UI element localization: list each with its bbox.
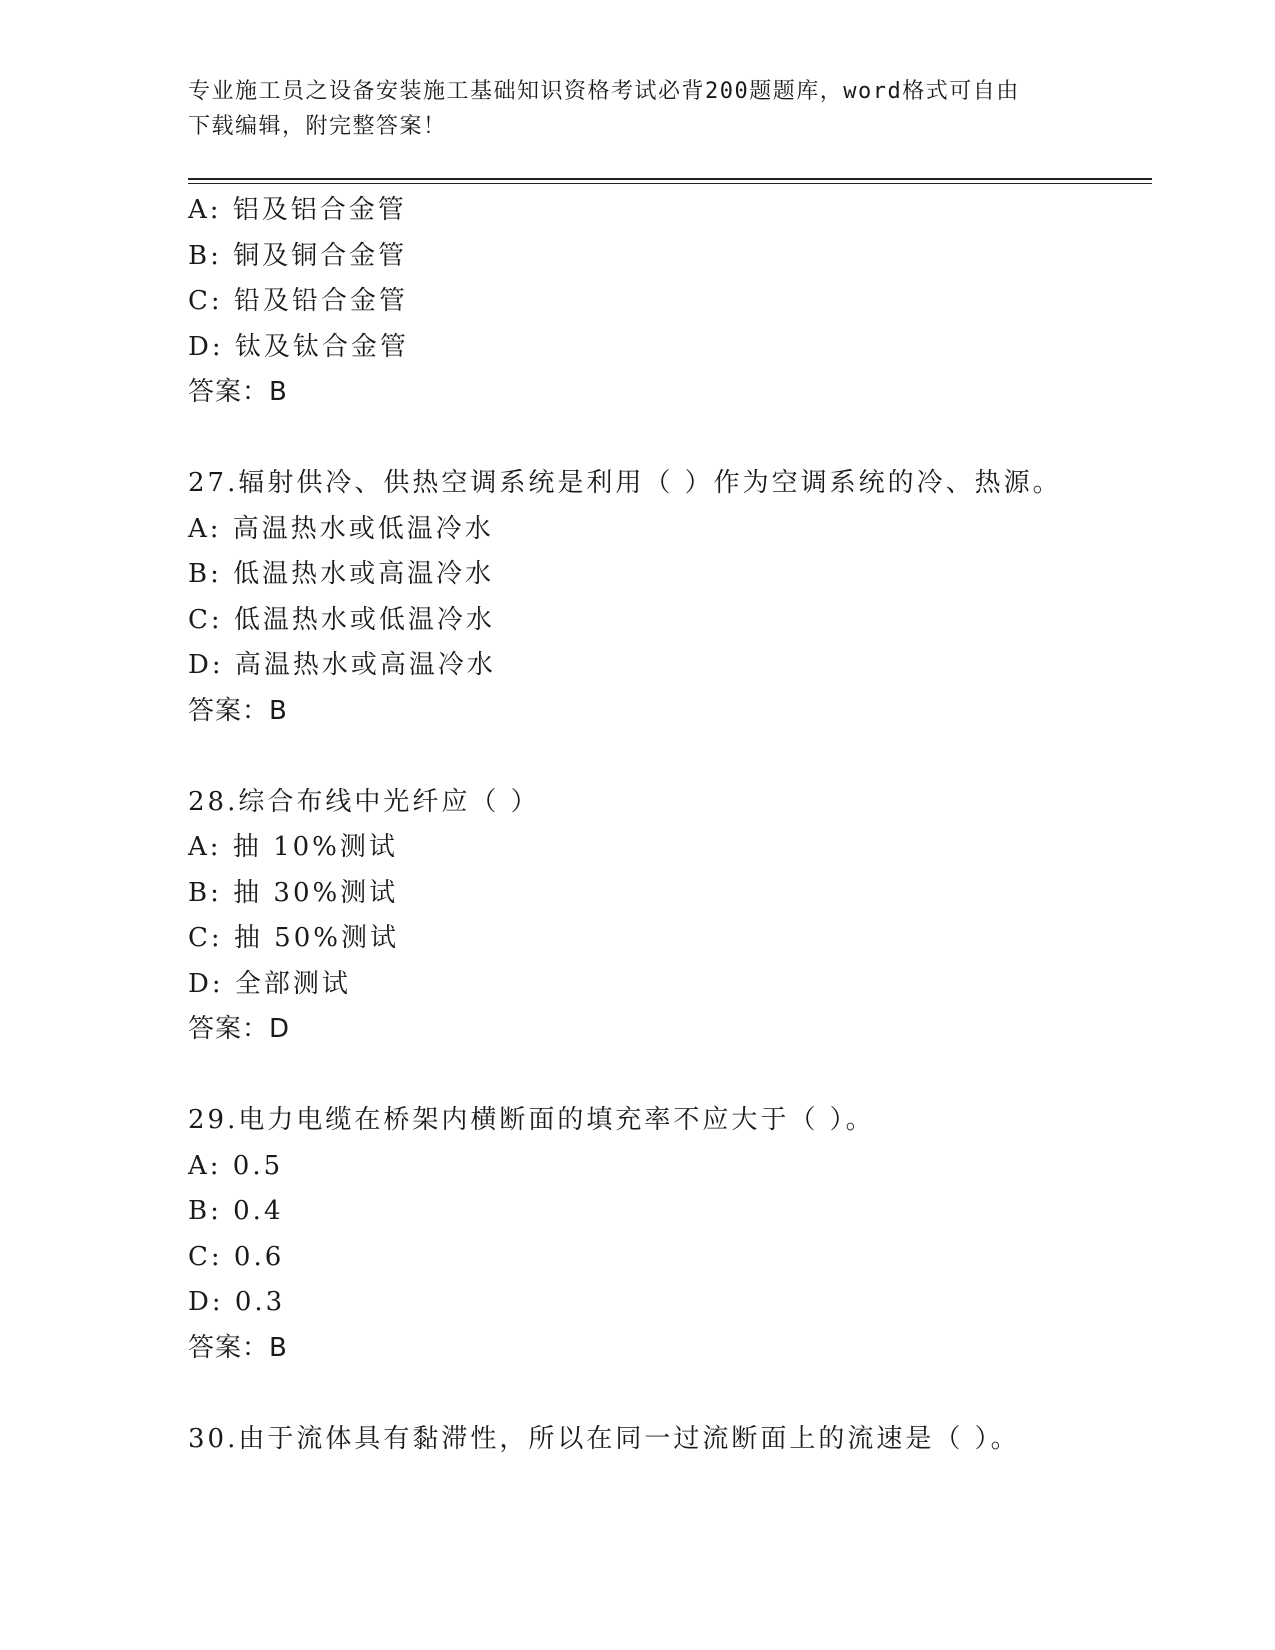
option-b: B: 低温热水或高温冷水 — [188, 559, 495, 589]
answer-label: 答案：B — [188, 1332, 288, 1363]
option-a: A: 抽 10%测试 — [188, 832, 398, 862]
header-divider-thin — [188, 183, 1152, 184]
spacer — [188, 734, 1152, 780]
option-a: A: 铝及铝合金管 — [188, 195, 407, 225]
question-26-options — [188, 188, 1152, 416]
option-c: C: 铅及铅合金管 — [188, 286, 408, 316]
header-divider-thick — [188, 178, 1152, 180]
question-stem: 28.综合布线中光纤应（ ） — [188, 786, 540, 817]
option-b: B: 抽 30%测试 — [188, 877, 399, 908]
answer-label: 答案：B — [188, 695, 288, 726]
option-c: C: 低温热水或低温冷水 — [188, 604, 495, 635]
option-d: D: 全部测试 — [188, 968, 351, 999]
option-b: B: 铜及铜合金管 — [188, 240, 408, 271]
question-list — [188, 188, 1152, 1462]
answer-label: 答案：B — [188, 377, 288, 407]
header-line-2: 下载编辑，附完整答案！ — [188, 114, 447, 139]
option-d: D: 钛及钛合金管 — [188, 331, 409, 362]
document-header — [188, 74, 1068, 144]
header-line-1: 专业施工员之设备安装施工基础知识资格考试必背200题题库，word格式可自由 — [188, 79, 1020, 104]
option-c: C: 抽 50%测试 — [188, 923, 399, 953]
answer-label: 答案：D — [188, 1014, 291, 1044]
spacer — [188, 1053, 1152, 1099]
option-d: D: 0.3 — [188, 1287, 286, 1317]
question-stem: 29.电力电缆在桥架内横断面的填充率不应大于（ ）。 — [188, 1105, 875, 1135]
question-stem: 27.辐射供冷、供热空调系统是利用（ ）作为空调系统的冷、热源。 — [188, 468, 1062, 498]
spacer — [188, 416, 1152, 462]
spacer — [188, 1371, 1152, 1417]
option-c: C: 0.6 — [188, 1241, 285, 1272]
option-b: B: 0.4 — [188, 1196, 284, 1226]
question-27 — [188, 461, 1152, 734]
question-30 — [188, 1417, 1152, 1463]
option-d: D: 高温热水或高温冷水 — [188, 650, 496, 680]
option-a: A: 0.5 — [188, 1150, 284, 1181]
question-stem: 30.由于流体具有黏滞性，所以在同一过流断面上的流速是（ ）。 — [188, 1423, 1020, 1454]
question-28 — [188, 780, 1152, 1053]
question-29 — [188, 1098, 1152, 1371]
option-a: A: 高温热水或低温冷水 — [188, 513, 494, 544]
